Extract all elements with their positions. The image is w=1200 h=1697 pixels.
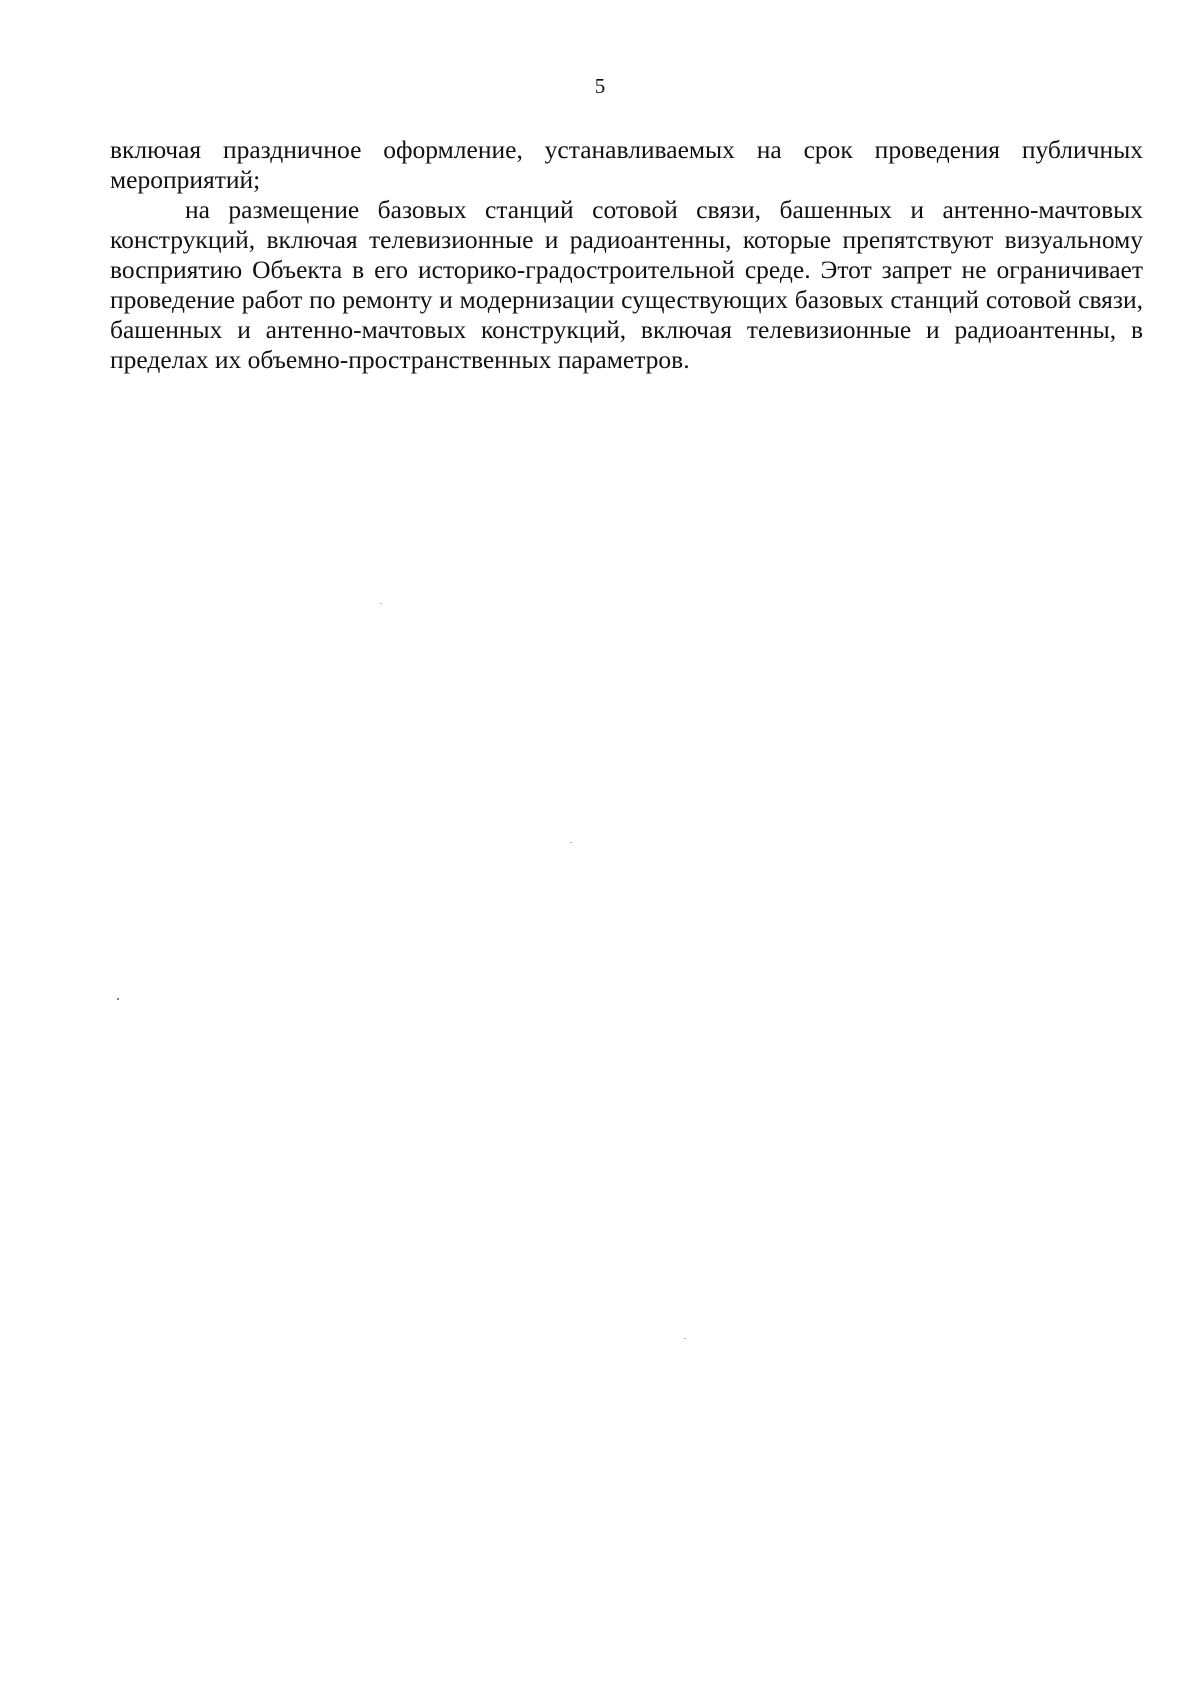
scan-speck: [684, 1338, 686, 1339]
page-number: 5: [594, 74, 606, 98]
paragraph-continuation: включая праздничное оформление, устанавливаемых на срок проведения публичных мероприятий;: [110, 135, 1143, 194]
scan-speck: [380, 603, 382, 604]
paragraph-cellular-stations: на размещение базовых станций сотовой связи, башенных и антенно-мачтовых конструкций, включая телевизионные и радиоантенны, которые препятствуют визуальному восприятию Объекта в его историко-градостроительной среде. Этот запрет не ограничивает проведение работ по ремонту и модернизации существующих базовых станций сотовой связи, башенных и антенно-мачтовых конструкций, включая телевизионные и радиоантенны, в пределах их объемно-пространственных параметров.: [110, 195, 1143, 374]
scan-speck: [117, 998, 119, 1000]
document-body: [110, 135, 1143, 375]
scan-speck: [570, 842, 572, 843]
